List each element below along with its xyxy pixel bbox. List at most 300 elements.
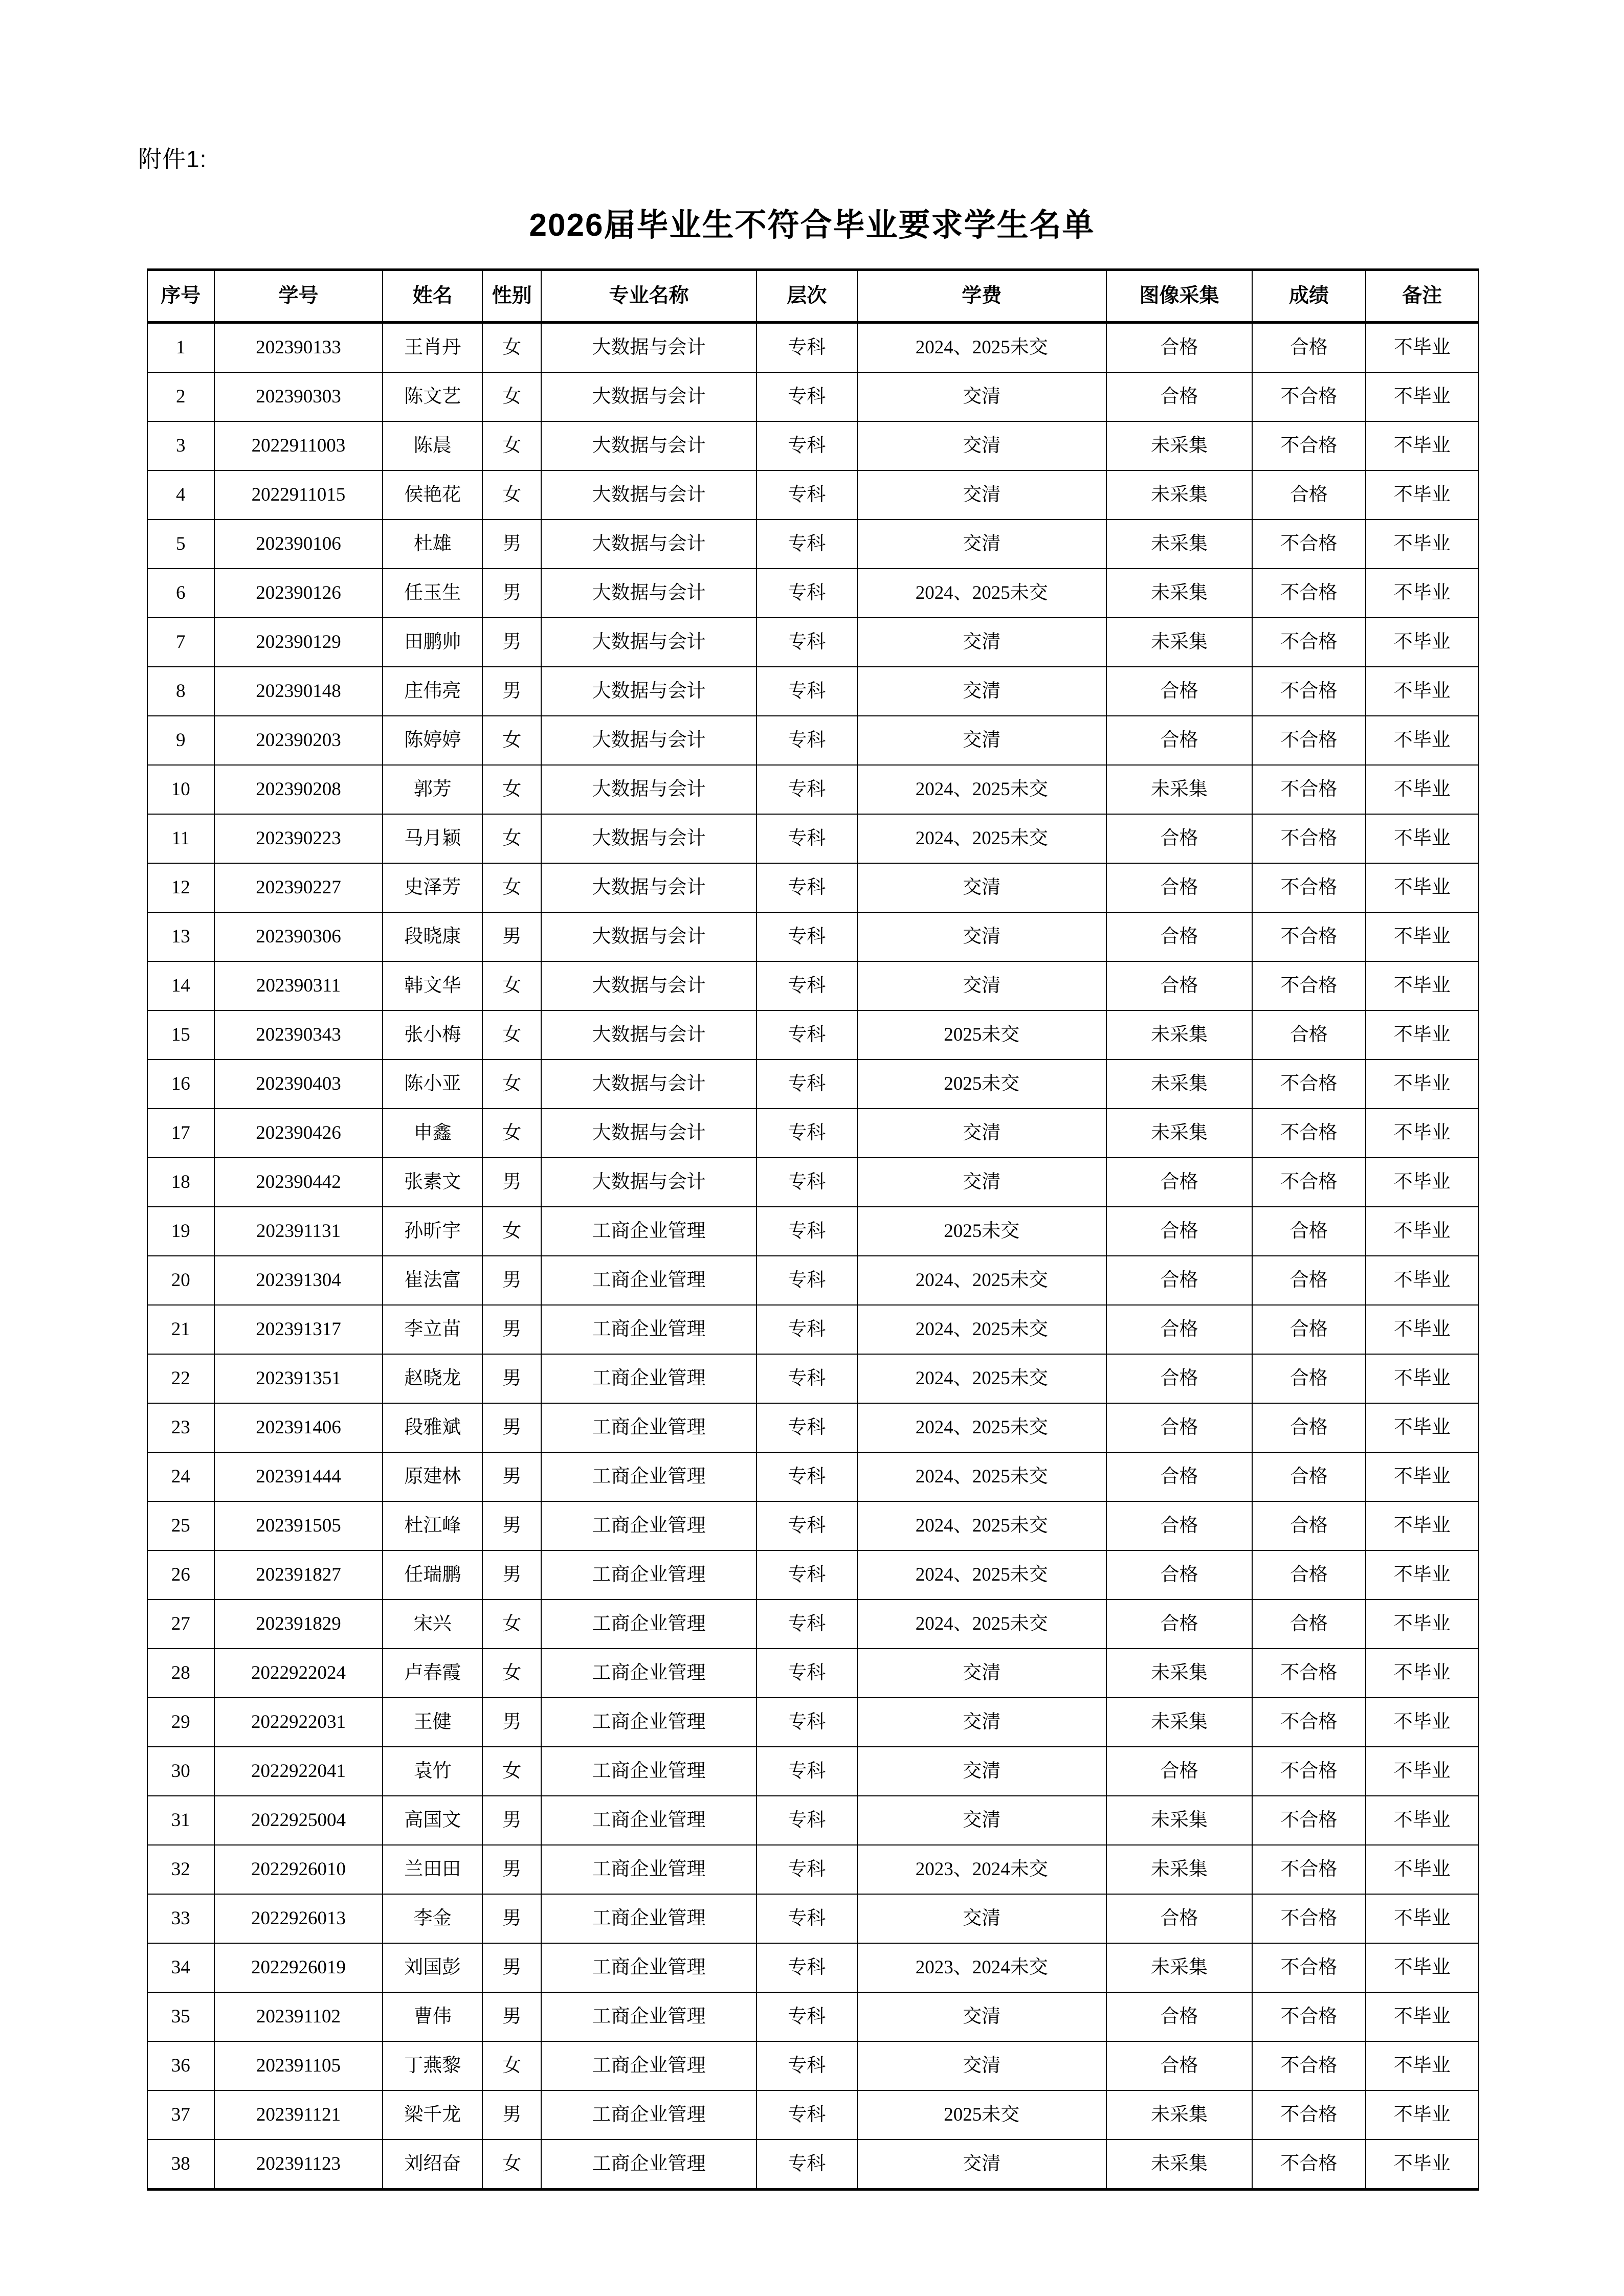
cell-image-collection: 未采集 [1106,1698,1253,1747]
cell-remark: 不毕业 [1366,1452,1479,1501]
cell-name: 杜雄 [383,520,482,569]
cell-gender: 男 [482,1305,541,1354]
cell-gender: 女 [482,765,541,814]
cell-tuition: 交清 [857,1992,1106,2041]
cell-major: 大数据与会计 [541,470,757,520]
cell-remark: 不毕业 [1366,1060,1479,1109]
cell-gender: 男 [482,1845,541,1894]
cell-level: 专科 [757,1796,857,1845]
cell-tuition: 2025未交 [857,1010,1106,1060]
cell-no: 3 [147,421,214,470]
cell-grade: 不合格 [1252,814,1365,863]
cell-remark: 不毕业 [1366,2140,1479,2190]
cell-level: 专科 [757,1354,857,1403]
table-row [147,1796,1479,1845]
cell-name: 侯艳花 [383,470,482,520]
cell-remark: 不毕业 [1366,961,1479,1010]
cell-grade: 不合格 [1252,421,1365,470]
table-row [147,569,1479,618]
cell-grade: 合格 [1252,1305,1365,1354]
cell-grade: 不合格 [1252,520,1365,569]
cell-remark: 不毕业 [1366,2041,1479,2090]
cell-tuition: 2024、2025未交 [857,1550,1106,1600]
cell-no: 19 [147,1207,214,1256]
cell-tuition: 交清 [857,520,1106,569]
cell-tuition: 交清 [857,421,1106,470]
cell-level: 专科 [757,618,857,667]
cell-image-collection: 合格 [1106,2041,1253,2090]
cell-gender: 女 [482,961,541,1010]
cell-no: 29 [147,1698,214,1747]
cell-no: 37 [147,2090,214,2140]
cell-name: 段晓康 [383,912,482,961]
cell-name: 任玉生 [383,569,482,618]
table-row [147,1256,1479,1305]
cell-grade: 不合格 [1252,863,1365,912]
cell-name: 王健 [383,1698,482,1747]
cell-level: 专科 [757,1060,857,1109]
cell-name: 刘国彭 [383,1943,482,1992]
cell-no: 20 [147,1256,214,1305]
cell-student-id: 202390106 [214,520,383,569]
cell-remark: 不毕业 [1366,2090,1479,2140]
cell-level: 专科 [757,1600,857,1649]
cell-major: 大数据与会计 [541,667,757,716]
cell-no: 23 [147,1403,214,1452]
table-row [147,421,1479,470]
cell-gender: 男 [482,1256,541,1305]
cell-image-collection: 未采集 [1106,1943,1253,1992]
cell-tuition: 交清 [857,961,1106,1010]
cell-image-collection: 合格 [1106,961,1253,1010]
cell-level: 专科 [757,1894,857,1943]
cell-tuition: 交清 [857,1894,1106,1943]
cell-tuition: 交清 [857,2140,1106,2190]
cell-tuition: 2024、2025未交 [857,1256,1106,1305]
cell-major: 工商企业管理 [541,2140,757,2190]
cell-name: 曹伟 [383,1992,482,2041]
cell-major: 大数据与会计 [541,569,757,618]
cell-no: 31 [147,1796,214,1845]
cell-remark: 不毕业 [1366,520,1479,569]
cell-image-collection: 合格 [1106,1207,1253,1256]
cell-grade: 不合格 [1252,2090,1365,2140]
cell-image-collection: 合格 [1106,1992,1253,2041]
cell-tuition: 2024、2025未交 [857,323,1106,373]
cell-image-collection: 未采集 [1106,470,1253,520]
column-header-tuition: 学费 [857,270,1106,323]
cell-student-id: 202390343 [214,1010,383,1060]
cell-remark: 不毕业 [1366,1158,1479,1207]
cell-gender: 男 [482,1501,541,1550]
cell-student-id: 202391123 [214,2140,383,2190]
table-row [147,667,1479,716]
cell-image-collection: 合格 [1106,1550,1253,1600]
cell-level: 专科 [757,2140,857,2190]
cell-tuition: 交清 [857,1747,1106,1796]
cell-major: 大数据与会计 [541,765,757,814]
cell-grade: 不合格 [1252,2140,1365,2190]
cell-remark: 不毕业 [1366,863,1479,912]
cell-no: 17 [147,1109,214,1158]
cell-name: 杜江峰 [383,1501,482,1550]
table-row [147,372,1479,421]
cell-grade: 不合格 [1252,961,1365,1010]
cell-grade: 合格 [1252,323,1365,373]
cell-major: 工商企业管理 [541,1501,757,1550]
cell-image-collection: 未采集 [1106,2090,1253,2140]
table-row [147,520,1479,569]
cell-tuition: 2024、2025未交 [857,569,1106,618]
cell-grade: 不合格 [1252,1845,1365,1894]
cell-student-id: 202390223 [214,814,383,863]
student-roster-table-wrapper [147,268,1479,2191]
cell-grade: 合格 [1252,470,1365,520]
cell-grade: 不合格 [1252,618,1365,667]
cell-tuition: 交清 [857,1649,1106,1698]
cell-name: 李金 [383,1894,482,1943]
cell-grade: 合格 [1252,1452,1365,1501]
cell-gender: 女 [482,1600,541,1649]
cell-student-id: 202391829 [214,1600,383,1649]
cell-student-id: 202390129 [214,618,383,667]
cell-level: 专科 [757,2041,857,2090]
cell-student-id: 202390426 [214,1109,383,1158]
table-row [147,1550,1479,1600]
cell-level: 专科 [757,863,857,912]
cell-gender: 女 [482,372,541,421]
cell-image-collection: 未采集 [1106,520,1253,569]
cell-student-id: 2022926019 [214,1943,383,1992]
cell-image-collection: 合格 [1106,912,1253,961]
table-row [147,863,1479,912]
cell-grade: 合格 [1252,1354,1365,1403]
cell-name: 李立苗 [383,1305,482,1354]
cell-grade: 不合格 [1252,667,1365,716]
cell-student-id: 2022911015 [214,470,383,520]
cell-tuition: 2024、2025未交 [857,1305,1106,1354]
cell-remark: 不毕业 [1366,1649,1479,1698]
cell-level: 专科 [757,667,857,716]
cell-no: 30 [147,1747,214,1796]
table-row [147,1698,1479,1747]
cell-student-id: 202390303 [214,372,383,421]
cell-remark: 不毕业 [1366,569,1479,618]
cell-grade: 合格 [1252,1256,1365,1305]
cell-student-id: 202390442 [214,1158,383,1207]
cell-major: 大数据与会计 [541,520,757,569]
cell-tuition: 2023、2024未交 [857,1943,1106,1992]
cell-no: 18 [147,1158,214,1207]
cell-no: 24 [147,1452,214,1501]
cell-grade: 不合格 [1252,372,1365,421]
cell-major: 大数据与会计 [541,1060,757,1109]
cell-major: 工商企业管理 [541,1452,757,1501]
cell-gender: 女 [482,1747,541,1796]
cell-name: 卢春霞 [383,1649,482,1698]
cell-gender: 女 [482,323,541,373]
cell-major: 大数据与会计 [541,323,757,373]
table-row [147,2140,1479,2190]
cell-image-collection: 未采集 [1106,1060,1253,1109]
cell-no: 7 [147,618,214,667]
cell-remark: 不毕业 [1366,1943,1479,1992]
column-header-grade: 成绩 [1252,270,1365,323]
cell-remark: 不毕业 [1366,1550,1479,1600]
cell-tuition: 交清 [857,372,1106,421]
cell-student-id: 202390311 [214,961,383,1010]
cell-major: 工商企业管理 [541,1403,757,1452]
cell-grade: 不合格 [1252,912,1365,961]
cell-gender: 女 [482,1649,541,1698]
table-row [147,1354,1479,1403]
cell-student-id: 202390126 [214,569,383,618]
cell-image-collection: 合格 [1106,1305,1253,1354]
cell-no: 21 [147,1305,214,1354]
cell-major: 大数据与会计 [541,372,757,421]
cell-grade: 不合格 [1252,1109,1365,1158]
cell-no: 13 [147,912,214,961]
cell-remark: 不毕业 [1366,1010,1479,1060]
table-row [147,1992,1479,2041]
cell-name: 陈小亚 [383,1060,482,1109]
cell-name: 赵晓龙 [383,1354,482,1403]
cell-remark: 不毕业 [1366,323,1479,373]
cell-level: 专科 [757,765,857,814]
cell-grade: 不合格 [1252,1698,1365,1747]
cell-gender: 男 [482,1943,541,1992]
cell-student-id: 2022922031 [214,1698,383,1747]
cell-name: 韩文华 [383,961,482,1010]
cell-no: 15 [147,1010,214,1060]
cell-student-id: 202390227 [214,863,383,912]
cell-level: 专科 [757,1550,857,1600]
cell-remark: 不毕业 [1366,1109,1479,1158]
cell-name: 梁千龙 [383,2090,482,2140]
column-header-name: 姓名 [383,270,482,323]
cell-student-id: 202390148 [214,667,383,716]
table-row [147,2041,1479,2090]
cell-tuition: 2024、2025未交 [857,1501,1106,1550]
cell-student-id: 202390203 [214,716,383,765]
cell-level: 专科 [757,470,857,520]
cell-level: 专科 [757,372,857,421]
cell-student-id: 2022925004 [214,1796,383,1845]
cell-tuition: 交清 [857,618,1106,667]
table-row [147,470,1479,520]
cell-image-collection: 未采集 [1106,569,1253,618]
cell-no: 16 [147,1060,214,1109]
cell-image-collection: 未采集 [1106,1010,1253,1060]
cell-gender: 女 [482,421,541,470]
cell-no: 33 [147,1894,214,1943]
cell-student-id: 2022911003 [214,421,383,470]
column-header-student-id: 学号 [214,270,383,323]
cell-student-id: 202391827 [214,1550,383,1600]
cell-major: 大数据与会计 [541,863,757,912]
cell-level: 专科 [757,1010,857,1060]
table-row [147,1403,1479,1452]
cell-name: 张小梅 [383,1010,482,1060]
cell-grade: 不合格 [1252,716,1365,765]
cell-major: 工商企业管理 [541,1550,757,1600]
cell-gender: 女 [482,1207,541,1256]
cell-image-collection: 合格 [1106,323,1253,373]
cell-remark: 不毕业 [1366,814,1479,863]
cell-gender: 男 [482,1698,541,1747]
cell-image-collection: 合格 [1106,1403,1253,1452]
cell-tuition: 交清 [857,1698,1106,1747]
cell-image-collection: 合格 [1106,667,1253,716]
cell-major: 工商企业管理 [541,1992,757,2041]
cell-grade: 不合格 [1252,1158,1365,1207]
cell-name: 张素文 [383,1158,482,1207]
cell-image-collection: 合格 [1106,814,1253,863]
table-body [147,323,1479,2190]
cell-image-collection: 未采集 [1106,765,1253,814]
cell-level: 专科 [757,1747,857,1796]
cell-major: 工商企业管理 [541,1894,757,1943]
cell-name: 陈婷婷 [383,716,482,765]
cell-tuition: 交清 [857,1158,1106,1207]
cell-remark: 不毕业 [1366,470,1479,520]
cell-gender: 男 [482,618,541,667]
page-title: 2026届毕业生不符合毕业要求学生名单 [529,208,1095,243]
cell-gender: 女 [482,2140,541,2190]
cell-tuition: 交清 [857,667,1106,716]
cell-image-collection: 未采集 [1106,1649,1253,1698]
cell-name: 任瑞鹏 [383,1550,482,1600]
cell-image-collection: 合格 [1106,1747,1253,1796]
cell-name: 郭芳 [383,765,482,814]
table-row [147,2090,1479,2140]
table-row [147,323,1479,373]
cell-grade: 不合格 [1252,1943,1365,1992]
cell-tuition: 交清 [857,1109,1106,1158]
cell-grade: 不合格 [1252,1894,1365,1943]
cell-remark: 不毕业 [1366,1796,1479,1845]
cell-no: 32 [147,1845,214,1894]
cell-tuition: 交清 [857,912,1106,961]
cell-student-id: 202390306 [214,912,383,961]
cell-name: 高国文 [383,1796,482,1845]
cell-major: 工商企业管理 [541,1600,757,1649]
cell-gender: 男 [482,1403,541,1452]
cell-major: 大数据与会计 [541,421,757,470]
column-header-level: 层次 [757,270,857,323]
cell-major: 工商企业管理 [541,1747,757,1796]
cell-no: 12 [147,863,214,912]
cell-tuition: 2024、2025未交 [857,814,1106,863]
cell-gender: 男 [482,667,541,716]
table-row [147,1600,1479,1649]
cell-gender: 女 [482,814,541,863]
cell-level: 专科 [757,1501,857,1550]
cell-major: 大数据与会计 [541,814,757,863]
table-row [147,1943,1479,1992]
cell-no: 1 [147,323,214,373]
cell-student-id: 202391351 [214,1354,383,1403]
cell-major: 工商企业管理 [541,1698,757,1747]
cell-no: 6 [147,569,214,618]
cell-tuition: 2025未交 [857,1207,1106,1256]
cell-level: 专科 [757,1207,857,1256]
column-header-gender: 性别 [482,270,541,323]
cell-grade: 合格 [1252,1010,1365,1060]
cell-name: 申鑫 [383,1109,482,1158]
cell-remark: 不毕业 [1366,667,1479,716]
cell-student-id: 2022922024 [214,1649,383,1698]
cell-no: 5 [147,520,214,569]
cell-major: 工商企业管理 [541,1943,757,1992]
cell-image-collection: 合格 [1106,1600,1253,1649]
column-header-major: 专业名称 [541,270,757,323]
cell-major: 工商企业管理 [541,2090,757,2140]
cell-level: 专科 [757,1305,857,1354]
cell-name: 田鹏帅 [383,618,482,667]
cell-gender: 男 [482,1550,541,1600]
table-header-row [147,270,1479,323]
cell-major: 工商企业管理 [541,1207,757,1256]
table-row [147,618,1479,667]
cell-remark: 不毕业 [1366,1403,1479,1452]
cell-student-id: 202390403 [214,1060,383,1109]
cell-name: 陈文艺 [383,372,482,421]
cell-image-collection: 未采集 [1106,1845,1253,1894]
cell-grade: 合格 [1252,1550,1365,1600]
cell-gender: 男 [482,1354,541,1403]
cell-name: 崔法富 [383,1256,482,1305]
table-row [147,1845,1479,1894]
cell-major: 工商企业管理 [541,1354,757,1403]
cell-no: 25 [147,1501,214,1550]
cell-no: 9 [147,716,214,765]
cell-name: 段雅斌 [383,1403,482,1452]
cell-student-id: 2022926010 [214,1845,383,1894]
cell-student-id: 202390133 [214,323,383,373]
cell-no: 34 [147,1943,214,1992]
cell-remark: 不毕业 [1366,372,1479,421]
column-header-remark: 备注 [1366,270,1479,323]
cell-gender: 女 [482,716,541,765]
table-row [147,1305,1479,1354]
cell-image-collection: 合格 [1106,1354,1253,1403]
cell-remark: 不毕业 [1366,716,1479,765]
table-row [147,765,1479,814]
cell-level: 专科 [757,814,857,863]
cell-remark: 不毕业 [1366,1354,1479,1403]
cell-gender: 女 [482,863,541,912]
cell-no: 14 [147,961,214,1010]
cell-image-collection: 未采集 [1106,421,1253,470]
cell-remark: 不毕业 [1366,1600,1479,1649]
table-row [147,1649,1479,1698]
cell-gender: 女 [482,1060,541,1109]
cell-level: 专科 [757,1109,857,1158]
cell-no: 36 [147,2041,214,2090]
cell-name: 王肖丹 [383,323,482,373]
cell-gender: 男 [482,1796,541,1845]
cell-gender: 男 [482,569,541,618]
cell-level: 专科 [757,1845,857,1894]
cell-no: 26 [147,1550,214,1600]
cell-student-id: 202391505 [214,1501,383,1550]
cell-remark: 不毕业 [1366,618,1479,667]
cell-image-collection: 未采集 [1106,618,1253,667]
cell-major: 大数据与会计 [541,716,757,765]
cell-no: 2 [147,372,214,421]
cell-gender: 男 [482,1452,541,1501]
